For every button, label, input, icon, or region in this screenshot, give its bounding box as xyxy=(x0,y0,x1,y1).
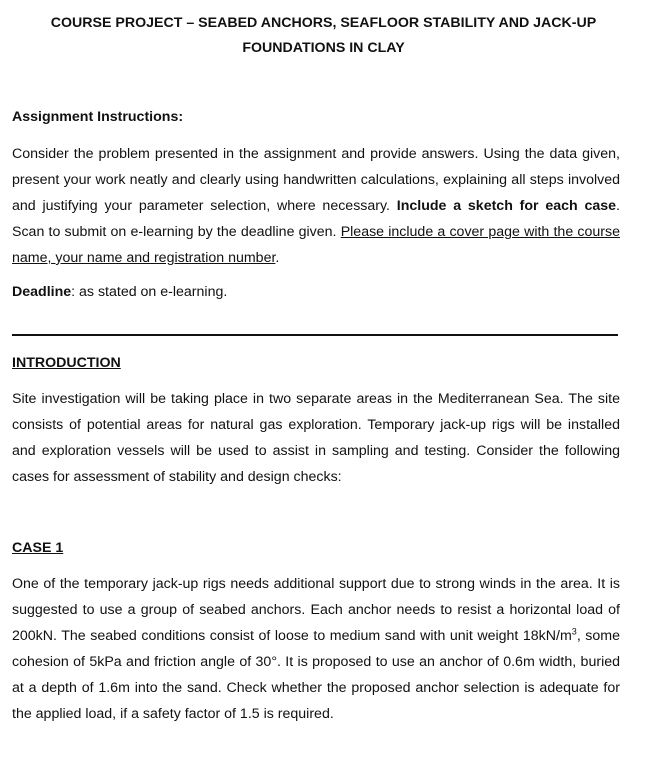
assignment-text-end: . xyxy=(275,250,280,266)
case1-text-2: , some cohesion of 5kPa and friction angle of 30°. It is proposed to use an anchor of 0.6m width, buried at a depth of 1.6m into the sand. Check whether the proposed anchor selection is adequate for the applied load, if a safety factor of 1.5 is required. xyxy=(12,628,621,722)
assignment-heading: Assignment Instructions: xyxy=(12,109,184,125)
case1-heading: CASE 1 xyxy=(12,540,64,556)
case1-superscript: 3 xyxy=(571,626,577,637)
introduction-heading: INTRODUCTION xyxy=(12,355,121,371)
assignment-underlined-text: Please include a cover page with the course name, your name and registration number xyxy=(12,224,620,266)
introduction-paragraph: Site investigation will be taking place in two separate areas in the Mediterranean Sea. The site consists of potential areas for natural gas exploration. Temporary jack-up rigs will be installed and exploration vessels will be used to assist in sampling and testing. Consider the following cases for assessment of stability and design checks: xyxy=(12,391,620,485)
title-line-1: COURSE PROJECT – SEABED ANCHORS, SEAFLOOR STABILITY AND JACK-UP xyxy=(50,15,597,31)
section-divider xyxy=(12,334,618,336)
document-title xyxy=(0,11,647,61)
case1-text-1: One of the temporary jack-up rigs needs additional support due to strong winds in the area. It is suggested to use a group of seabed anchors. Each anchor needs to resist a horizontal load of 200kN. The seabed conditions consist of loose to medium sand with unit weight 18kN/m xyxy=(12,576,620,644)
assignment-text-1: Consider the problem presented in the assignment and provide answers. Using the data given, present your work neatly and clearly using handwritten calculations, explaining all steps involved and justifying your parameter selection, where necessary. xyxy=(12,146,620,214)
assignment-bold-text: Include a sketch for each case xyxy=(396,198,617,214)
assignment-paragraph xyxy=(12,141,620,271)
title-line-2: FOUNDATIONS IN CLAY xyxy=(242,40,405,56)
deadline-text: : as stated on e-learning. xyxy=(71,284,228,300)
deadline-line xyxy=(12,281,620,303)
case1-paragraph xyxy=(12,571,620,727)
deadline-label: Deadline xyxy=(12,284,72,300)
assignment-text-2: . Scan to submit on e-learning by the deadline given. xyxy=(12,198,620,240)
